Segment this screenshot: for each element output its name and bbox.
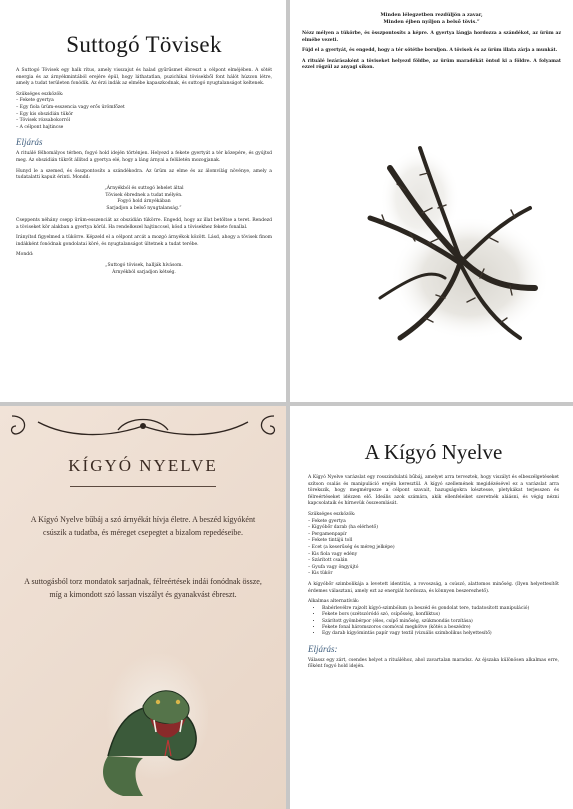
list-item: – Szárított csalán <box>308 558 348 564</box>
list-item: – Fekete gyertya <box>16 98 54 104</box>
list-item: • Fekete fonal háromszoros csomóval megkötve (kötés a beszédre) <box>322 625 559 631</box>
page-suttogo-tovisek-continued <box>290 0 573 402</box>
alternatives-title: Alkalmas alternatívák: <box>308 599 360 605</box>
materials-title: Szükséges eszközök: <box>16 91 64 97</box>
step-paragraph: Cseppents néhány csepp ürüm-esszenciát az obszidián tükörre. Engedd, hogy az illat betöltse a teret. Rendezd a töviseket kör alakban a gyertya körül. Ha rendelkezel hajtinccsel, kösd a tövisekhez fekete fonallal. <box>16 217 272 230</box>
incantation <box>16 186 272 213</box>
list-item: – Fekete tintájú toll <box>308 538 353 544</box>
list-item: • Fekete bors (szétszóródó szó, csípősség, konfliktus) <box>322 612 559 618</box>
page-a-kigyo-nyelve <box>290 406 573 809</box>
cover-paragraph: A Kígyó Nyelve bűbáj a szó árnyékát hívja életre. A beszéd kígyóként csúszik a tudatba, és méreget csepegtet a bizalom repedéseibe. <box>30 515 256 537</box>
materials-list <box>308 519 559 578</box>
list-item: – Egy fiola ürüm-esszencia vagy erős ürömfőzet <box>16 104 125 110</box>
materials-title: Szükséges eszközök: <box>308 511 356 517</box>
thorn-bramble-icon <box>350 128 560 358</box>
say-label: Mondd: <box>16 252 34 258</box>
step-paragraph: Nézz mélyen a tükörbe, és összpontosíts a képre. A gyertya lángja hordozza a szándékot, az ürüm az elmébe vezeti. <box>302 31 561 43</box>
list-item: – Egy kis obszidián tükör <box>16 111 74 117</box>
incantation-line: „Suttogó tövisek, hallják hívásom. <box>105 262 183 268</box>
step-paragraph: Válassz egy zárt, csendes helyet a rituáléhoz, ahol zavartalan maradsz. Az éjszaka különösen alkalmas erre, főként fogyó hold idején. <box>308 657 559 670</box>
list-item: – Pergamenpapír <box>308 531 347 537</box>
alternatives-list <box>322 606 559 638</box>
page-title: Suttogó Tövisek <box>66 32 222 57</box>
incantation-line: Tövisek ébrednek a tudat mélyén. <box>105 192 183 198</box>
section-heading: Eljárás: <box>308 643 338 654</box>
incantation <box>16 263 272 277</box>
materials-list <box>16 98 272 131</box>
divider <box>70 486 216 487</box>
list-item: – Kis tükör <box>308 571 333 577</box>
list-item: – Kígyóbőr darab (ha elérhető) <box>308 525 379 531</box>
incantation-line: Árnyékból sarjadjon kétség. <box>112 269 176 275</box>
incantation-line: Minden éjben nyíljon a belső tövis.” <box>383 19 480 25</box>
step-paragraph: Hunyd le a szemed, és összpontosíts a szándékodra. Az ürüm az elme és az álomvilág növénye, amely a tudatalatti kapuit érinti. Mondd: <box>16 168 272 181</box>
section-heading: Eljárás <box>16 137 43 148</box>
intro-paragraph: A Kígyó Nyelve varázslat egy rosszindulatú bűbáj, amelyet arra terveztek, hogy viszályt és elbeszélgetéseket szítson csalás és manipuláció erején keresztül. A kígyó szellemének megidézésével ez a varázslat arra törekszik, hogy megmérgezze a célpont szavait, hazugságokra késztesse, pletykákat terjesszen és félreértéseket idézzen elő. Ideális azok számára, akik ellenfeleiket szeretnék aláásni, és végig nézni kapcsolataik és hírnevük összeomlását. <box>308 475 559 507</box>
incantation-line: Fogyó hold árnyékában <box>117 199 171 205</box>
list-item: – A célpont hajtincse <box>16 124 64 130</box>
list-item: – Gyufa vagy öngyújtó <box>308 564 359 570</box>
page-suttogo-tovisek <box>0 0 286 402</box>
serpent-head-icon <box>98 646 208 796</box>
step-paragraph: Irányítsd figyelmed a tükörre. Képzeld el a célpont arcát a mozgó árnyékok között. Lásd, ahogy a tövisek finom indákként fonódnak gondolatai köré, és nyugtalanságot ültetnek a tudat terébe. <box>16 235 272 247</box>
step-paragraph: A rituálé lezárásaként a töviseket helyezd földbe, az ürüm maradékát öntsd ki a földre. A folyamat ezzel rögzül az anyagi síkon. <box>302 58 561 71</box>
step-paragraph: A rituálé félhomályos térben, fogyó hold idején történjen. Helyezd a fekete gyertyát a tér közepére, és gyújtsd meg. Az obszidián tükröt állítsd a gyertya elé, hogy a láng árnyai a felületén mozogjanak. <box>16 151 272 163</box>
cover-title: KÍGYÓ NYELVE <box>68 456 218 475</box>
list-item: – Ecet (a keserűség és méreg jelképe) <box>308 544 395 550</box>
incantation <box>302 12 561 26</box>
page-kigyo-nyelve-cover <box>0 406 286 809</box>
list-item: – Fekete gyertya <box>308 518 346 524</box>
step-paragraph: Fújd el a gyertyát, és engedd, hogy a tér sötétbe boruljon. A tövisek és az ürüm illata zárja a munkát. <box>302 48 558 54</box>
list-item: – Kis fiola vagy edény <box>308 551 358 557</box>
cover-paragraph: A suttogásból torz mondatok sarjadnak, félreértések indái fonódnak össze, míg a kimondott szó lassan viszályt és gyanakvást ébreszt. <box>24 577 262 599</box>
incantation-line: „Árnyékból és suttogó lehelet által <box>104 185 184 191</box>
page-title: A Kígyó Nyelve <box>364 440 503 464</box>
list-item: • Babérlevélre rajzolt kígyó-szimbólum (a beszéd és gondolat tere, tudatosított manipuláció) <box>322 606 559 612</box>
list-item: – Tövisek rózsabokorról <box>16 118 71 124</box>
list-item: • Szárított gyömbérpor (éles, csípő minőség, szúkmondás torzítása) <box>322 619 559 625</box>
note-paragraph: A kígyóbőr szimbolikája a levetett identitás, a rovoszság, a csúszó, alattomos minőség. (Ilyen helyettesítőt érdemes választani, amely ezt az energiát hordozza, és könnyen beszerezhető). <box>308 581 559 594</box>
incantation-line: Minden lélegzetben rezdüljön a zavar, <box>380 12 483 18</box>
list-item: • Egy darab kígyómintás papír vagy textil (vizuális szimbolikus helyettesítő) <box>322 631 559 637</box>
incantation-line: Sarjadjon a belső nyugtalanság.” <box>106 206 182 212</box>
ornament-top-icon <box>8 412 278 446</box>
intro-paragraph: A Suttogó Tövisek egy halk rítus, amely visszajut és halad gyűrűsmet ébreszt a célpont elméjében. A sötét energia és az árnyékmintából erejére épül, hogy láthatatlan, puzichikai tövisekből font hálót húzzon létre, amely a tudat területen fonódik. Az érzi indák az elmébe kapaszkodnak, és suttogó nyugtalanságot keltenek. <box>16 68 272 87</box>
